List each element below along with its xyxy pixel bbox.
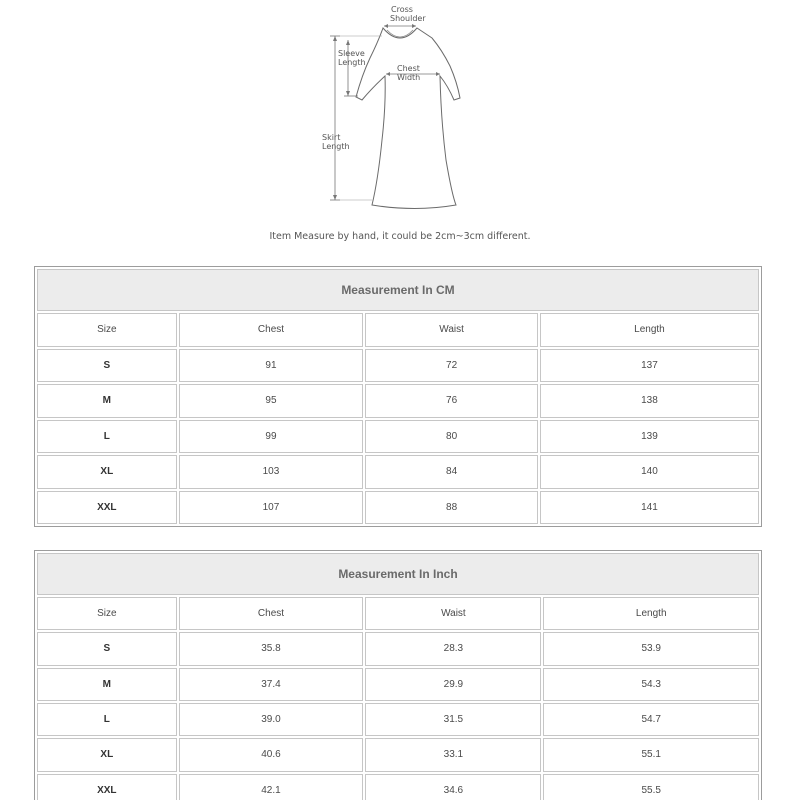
waist-cell: 29.9 [365, 668, 541, 701]
table-row [37, 632, 759, 665]
header-chest: Chest [179, 597, 364, 630]
length-cell: 54.3 [543, 668, 759, 701]
table-row [37, 455, 759, 489]
waist-cell: 31.5 [365, 703, 541, 736]
length-cell: 55.1 [543, 738, 759, 771]
waist-cell: 34.6 [365, 774, 541, 800]
length-cell: 55.5 [543, 774, 759, 800]
measurement-note: Item Measure by hand, it could be 2cm~3cm different. [269, 231, 531, 242]
table-header-row [37, 597, 759, 630]
table-header-row [37, 313, 759, 347]
size-cell: M [37, 384, 177, 418]
length-cell: 140 [540, 455, 759, 489]
chest-cell: 35.8 [179, 632, 364, 665]
waist-cell: 76 [365, 384, 538, 418]
table-row [37, 491, 759, 525]
length-cell: 138 [540, 384, 759, 418]
chest-cell: 37.4 [179, 668, 364, 701]
length-cell: 139 [540, 420, 759, 454]
table-row [37, 703, 759, 736]
measurement-table-cm [34, 266, 762, 527]
size-cell: M [37, 668, 177, 701]
sleeve-length-label-2: Length [338, 58, 366, 67]
dress-measurement-diagram [300, 0, 500, 215]
size-cell: L [37, 703, 177, 736]
waist-cell: 84 [365, 455, 538, 489]
size-cell: XXL [37, 491, 177, 525]
chest-cell: 42.1 [179, 774, 364, 800]
table-row [37, 738, 759, 771]
size-cell: S [37, 349, 177, 383]
table-row [37, 420, 759, 454]
header-size: Size [37, 597, 177, 630]
chest-cell: 103 [179, 455, 364, 489]
header-size: Size [37, 313, 177, 347]
chest-width-label: Chest [397, 64, 420, 73]
header-length: Length [543, 597, 759, 630]
chest-width-label-2: Width [397, 73, 421, 82]
length-cell: 141 [540, 491, 759, 525]
sleeve-length-label: Sleeve [338, 49, 365, 58]
table-row [37, 384, 759, 418]
header-waist: Waist [365, 313, 538, 347]
chest-cell: 107 [179, 491, 364, 525]
table-title: Measurement In CM [37, 269, 759, 311]
size-cell: L [37, 420, 177, 454]
chest-cell: 40.6 [179, 738, 364, 771]
size-cell: XL [37, 455, 177, 489]
cross-shoulder-label: Cross [391, 5, 413, 14]
cross-shoulder-label-2: Shoulder [390, 14, 426, 23]
waist-cell: 72 [365, 349, 538, 383]
header-length: Length [540, 313, 759, 347]
skirt-length-label-2: Length [322, 142, 350, 151]
chest-cell: 39.0 [179, 703, 364, 736]
length-cell: 137 [540, 349, 759, 383]
size-cell: XL [37, 738, 177, 771]
chest-cell: 95 [179, 384, 364, 418]
header-waist: Waist [365, 597, 541, 630]
chest-cell: 99 [179, 420, 364, 454]
size-cell: XXL [37, 774, 177, 800]
header-chest: Chest [179, 313, 364, 347]
dress-illustration [300, 0, 500, 215]
table-title: Measurement In Inch [37, 553, 759, 595]
table-row [37, 774, 759, 800]
table-row [37, 668, 759, 701]
waist-cell: 88 [365, 491, 538, 525]
table-row [37, 349, 759, 383]
size-cell: S [37, 632, 177, 665]
length-cell: 54.7 [543, 703, 759, 736]
waist-cell: 80 [365, 420, 538, 454]
measurement-table-inch [34, 550, 762, 800]
skirt-length-label: Skirt [322, 133, 341, 142]
chest-cell: 91 [179, 349, 364, 383]
waist-cell: 28.3 [365, 632, 541, 665]
waist-cell: 33.1 [365, 738, 541, 771]
length-cell: 53.9 [543, 632, 759, 665]
